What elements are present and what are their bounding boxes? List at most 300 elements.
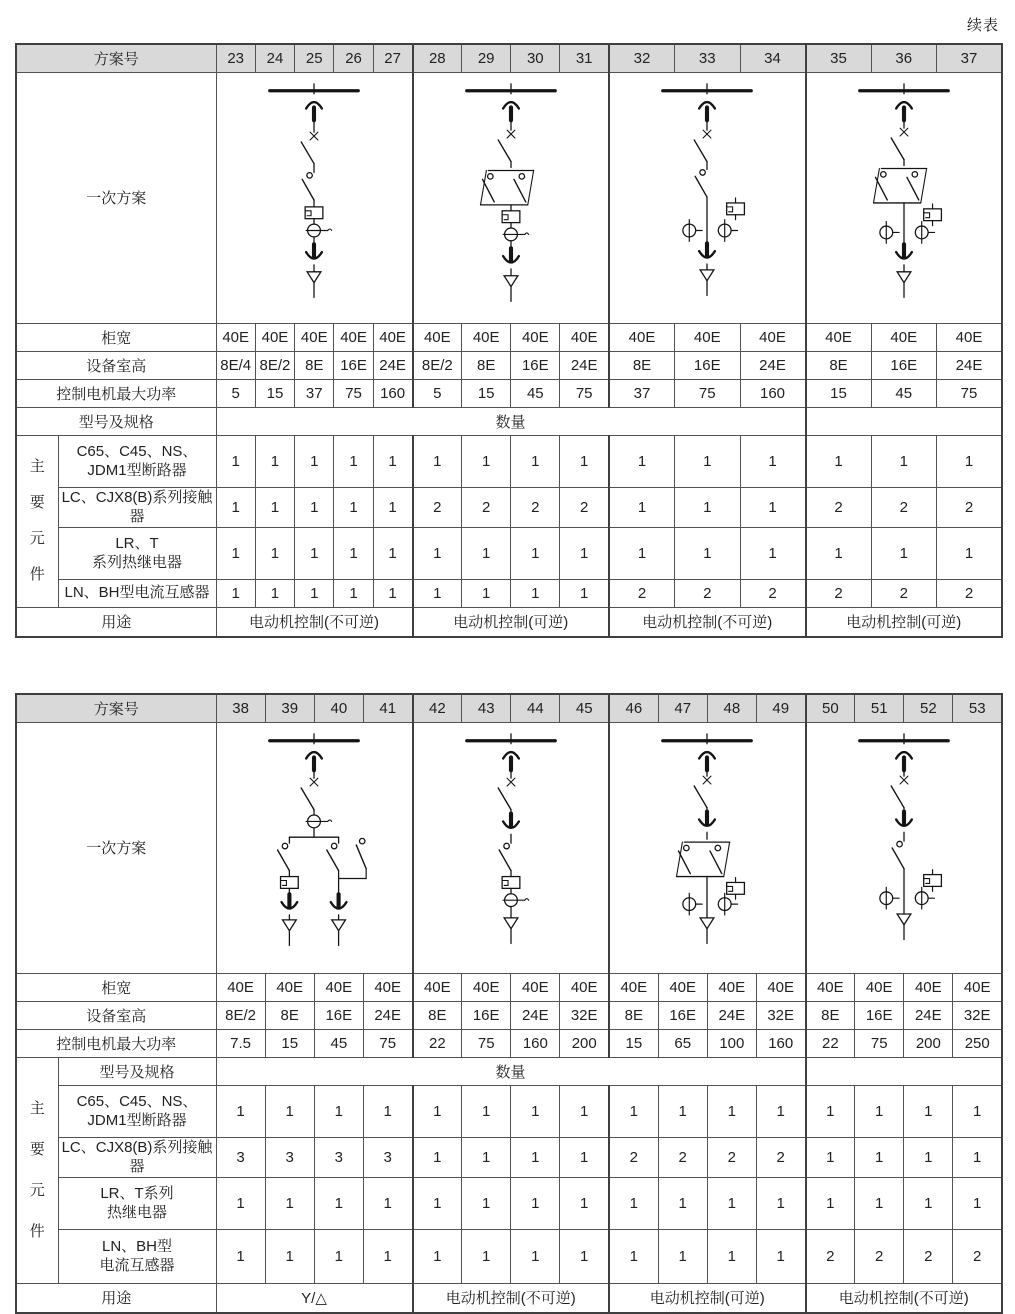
component-qty-cell: 1 — [658, 1229, 707, 1283]
primary-scheme-diagram-cell — [609, 72, 806, 323]
spec-value-cell: 8E — [295, 351, 334, 379]
component-qty-cell: 1 — [413, 527, 462, 579]
spec-value-cell: 40E — [216, 973, 265, 1001]
component-qty-cell: 1 — [560, 1177, 609, 1229]
scheme-number-cell: 42 — [413, 694, 462, 722]
component-qty-cell: 1 — [560, 1085, 609, 1137]
component-qty-cell: 1 — [334, 435, 373, 487]
component-qty-cell: 1 — [413, 435, 462, 487]
spec-value-cell: 40E — [609, 973, 658, 1001]
spec-value-cell: 22 — [806, 1029, 855, 1057]
component-qty-cell: 1 — [462, 1085, 511, 1137]
row-label: 设备室高 — [16, 351, 216, 379]
component-qty-cell: 2 — [707, 1137, 756, 1177]
component-qty-cell: 1 — [609, 435, 675, 487]
spec-value-cell: 40E — [334, 323, 373, 351]
spec-value-cell: 75 — [937, 379, 1003, 407]
component-name: LC、CJX8(B)系列接触器 — [58, 487, 216, 527]
scheme-number-cell: 52 — [904, 694, 953, 722]
component-qty-cell: 1 — [334, 487, 373, 527]
component-qty-cell: 1 — [373, 487, 412, 527]
component-qty-cell: 1 — [255, 527, 294, 579]
spec-value-cell: 40E — [314, 973, 363, 1001]
component-qty-cell: 2 — [904, 1229, 953, 1283]
spec-value-cell: 8E — [609, 351, 675, 379]
component-qty-cell: 1 — [609, 1177, 658, 1229]
component-qty-cell: 3 — [314, 1137, 363, 1177]
component-qty-cell: 1 — [314, 1177, 363, 1229]
spec-value-cell: 160 — [511, 1029, 560, 1057]
spec-value-cell: 37 — [609, 379, 675, 407]
component-qty-cell: 2 — [609, 1137, 658, 1177]
motor-nonrev-1ct-diagram — [239, 75, 389, 323]
spec-value-cell: 16E — [334, 351, 373, 379]
component-qty-cell: 1 — [216, 1229, 265, 1283]
component-qty-cell: 1 — [511, 1085, 560, 1137]
component-qty-cell: 1 — [216, 435, 255, 487]
spec-value-cell: 40E — [707, 973, 756, 1001]
component-qty-cell: 1 — [740, 527, 806, 579]
spec-value-cell: 40E — [560, 323, 609, 351]
component-qty-cell: 1 — [560, 435, 609, 487]
spec-value-cell: 65 — [658, 1029, 707, 1057]
spec-value-cell: 40E — [295, 323, 334, 351]
spec-value-cell: 75 — [363, 1029, 412, 1057]
spec-value-cell: 250 — [953, 1029, 1002, 1057]
spec-value-cell: 40E — [609, 323, 675, 351]
component-qty-cell: 1 — [937, 527, 1003, 579]
scheme-number-cell: 30 — [511, 44, 560, 72]
spec-value-cell: 75 — [675, 379, 741, 407]
component-qty-cell: 1 — [511, 579, 560, 607]
component-qty-cell: 1 — [295, 487, 334, 527]
quantity-empty-cell — [806, 407, 1003, 435]
component-qty-cell: 2 — [806, 487, 872, 527]
spec-value-cell: 40E — [373, 323, 412, 351]
scheme-number-header-label: 方案号 — [16, 694, 216, 722]
component-qty-cell: 1 — [255, 579, 294, 607]
spec-value-cell: 16E — [855, 1001, 904, 1029]
scheme-number-cell: 35 — [806, 44, 872, 72]
component-qty-cell: 1 — [373, 579, 412, 607]
spec-value-cell: 24E — [373, 351, 412, 379]
row-label: 控制电机最大功率 — [16, 379, 216, 407]
component-qty-cell: 1 — [855, 1137, 904, 1177]
spec-value-cell: 16E — [511, 351, 560, 379]
component-qty-cell: 1 — [904, 1137, 953, 1177]
component-qty-cell: 1 — [314, 1085, 363, 1137]
component-qty-cell: 1 — [560, 1229, 609, 1283]
component-qty-cell: 1 — [295, 527, 334, 579]
component-qty-cell: 2 — [413, 487, 462, 527]
scheme-number-cell: 29 — [462, 44, 511, 72]
spec-value-cell: 15 — [255, 379, 294, 407]
spec-value-cell: 15 — [806, 379, 872, 407]
quantity-merged-cell: 数量 — [216, 1057, 806, 1085]
spec-value-cell: 160 — [373, 379, 412, 407]
scheme-number-cell: 33 — [675, 44, 741, 72]
spec-value-cell: 22 — [413, 1029, 462, 1057]
spec-value-cell: 40E — [855, 973, 904, 1001]
primary-scheme-diagram-cell — [216, 722, 413, 973]
spec-value-cell: 8E — [265, 1001, 314, 1029]
spec-value-cell: 40E — [871, 323, 937, 351]
component-qty-cell: 2 — [462, 487, 511, 527]
usage-cell: 电动机控制(不可逆) — [413, 1283, 610, 1313]
component-qty-cell: 1 — [462, 1229, 511, 1283]
component-qty-cell: 1 — [413, 1177, 462, 1229]
scheme-number-cell: 24 — [255, 44, 294, 72]
component-qty-cell: 2 — [806, 1229, 855, 1283]
component-qty-cell: 1 — [255, 435, 294, 487]
spec-value-cell: 40E — [740, 323, 806, 351]
row-label: 控制电机最大功率 — [16, 1029, 216, 1057]
component-qty-cell: 1 — [216, 1085, 265, 1137]
usage-cell: 电动机控制(不可逆) — [609, 607, 806, 637]
component-qty-cell: 1 — [707, 1177, 756, 1229]
component-qty-cell: 3 — [265, 1137, 314, 1177]
primary-scheme-diagram-cell — [413, 722, 610, 973]
component-qty-cell: 1 — [756, 1177, 805, 1229]
spec-value-cell: 8E — [609, 1001, 658, 1029]
component-qty-cell: 1 — [363, 1085, 412, 1137]
spec-value-cell: 75 — [462, 1029, 511, 1057]
scheme-tables-container — [0, 43, 1015, 1314]
component-qty-cell: 1 — [511, 1229, 560, 1283]
motor-rev-2ct-drawout-diagram — [632, 725, 782, 973]
spec-value-cell: 5 — [216, 379, 255, 407]
component-name: C65、C45、NS、 JDM1型断路器 — [58, 1085, 216, 1137]
spec-value-cell: 40E — [904, 973, 953, 1001]
scheme-number-cell: 25 — [295, 44, 334, 72]
component-qty-cell: 1 — [740, 435, 806, 487]
scheme-number-cell: 34 — [740, 44, 806, 72]
spec-and-model-label: 型号及规格 — [58, 1057, 216, 1085]
component-qty-cell: 1 — [265, 1085, 314, 1137]
scheme-number-cell: 41 — [363, 694, 412, 722]
spec-value-cell: 8E/4 — [216, 351, 255, 379]
component-qty-cell: 1 — [511, 435, 560, 487]
scheme-number-cell: 32 — [609, 44, 675, 72]
primary-scheme-diagram-cell — [216, 72, 412, 323]
component-qty-cell: 1 — [413, 1085, 462, 1137]
scheme-number-cell: 36 — [871, 44, 937, 72]
component-qty-cell: 1 — [295, 579, 334, 607]
component-qty-cell: 1 — [413, 579, 462, 607]
component-qty-cell: 1 — [265, 1177, 314, 1229]
component-qty-cell: 1 — [462, 579, 511, 607]
scheme-number-cell: 43 — [462, 694, 511, 722]
motor-nonrev-2ct-diagram — [632, 75, 782, 323]
component-qty-cell: 2 — [937, 487, 1003, 527]
quantity-merged-cell: 数量 — [216, 407, 805, 435]
component-qty-cell: 1 — [560, 1137, 609, 1177]
component-qty-cell: 3 — [216, 1137, 265, 1177]
usage-label: 用途 — [16, 1283, 216, 1313]
component-qty-cell: 1 — [373, 527, 412, 579]
spec-value-cell: 32E — [560, 1001, 609, 1029]
component-qty-cell: 1 — [216, 1177, 265, 1229]
component-qty-cell: 1 — [871, 435, 937, 487]
scheme-number-cell: 23 — [216, 44, 255, 72]
spec-value-cell: 200 — [904, 1029, 953, 1057]
component-qty-cell: 1 — [314, 1229, 363, 1283]
spec-value-cell: 45 — [314, 1029, 363, 1057]
spec-value-cell: 40E — [462, 323, 511, 351]
spec-value-cell: 16E — [314, 1001, 363, 1029]
component-qty-cell: 1 — [756, 1085, 805, 1137]
spec-value-cell: 100 — [707, 1029, 756, 1057]
schemes-38-53-table — [15, 693, 1003, 1314]
spec-value-cell: 75 — [855, 1029, 904, 1057]
spec-value-cell: 24E — [904, 1001, 953, 1029]
spec-value-cell: 24E — [560, 351, 609, 379]
main-components-vertical-label: 主 要 元 件 — [16, 1057, 58, 1283]
component-qty-cell: 1 — [658, 1085, 707, 1137]
component-qty-cell: 3 — [363, 1137, 412, 1177]
spec-value-cell: 75 — [560, 379, 609, 407]
component-qty-cell: 2 — [953, 1229, 1002, 1283]
component-qty-cell: 1 — [740, 487, 806, 527]
spec-value-cell: 40E — [658, 973, 707, 1001]
scheme-number-cell: 31 — [560, 44, 609, 72]
scheme-number-cell: 26 — [334, 44, 373, 72]
component-qty-cell: 1 — [675, 435, 741, 487]
spec-and-model-label: 型号及规格 — [16, 407, 216, 435]
component-qty-cell: 2 — [871, 579, 937, 607]
primary-scheme-diagram-cell — [806, 72, 1003, 323]
spec-value-cell: 40E — [511, 323, 560, 351]
spec-value-cell: 15 — [462, 379, 511, 407]
spec-value-cell: 16E — [462, 1001, 511, 1029]
component-name: C65、C45、NS、 JDM1型断路器 — [58, 435, 216, 487]
component-qty-cell: 1 — [560, 527, 609, 579]
spec-value-cell: 16E — [871, 351, 937, 379]
spec-value-cell: 160 — [756, 1029, 805, 1057]
component-qty-cell: 1 — [216, 579, 255, 607]
motor-rev-1ct-diagram — [436, 75, 586, 323]
spec-value-cell: 24E — [363, 1001, 412, 1029]
spec-value-cell: 45 — [871, 379, 937, 407]
row-label: 柜宽 — [16, 323, 216, 351]
component-name: LC、CJX8(B)系列接触器 — [58, 1137, 216, 1177]
component-qty-cell: 2 — [609, 579, 675, 607]
component-qty-cell: 1 — [904, 1177, 953, 1229]
scheme-number-cell: 40 — [314, 694, 363, 722]
spec-value-cell: 200 — [560, 1029, 609, 1057]
usage-cell: 电动机控制(可逆) — [413, 607, 610, 637]
component-qty-cell: 2 — [855, 1229, 904, 1283]
component-qty-cell: 1 — [413, 1137, 462, 1177]
component-qty-cell: 2 — [806, 579, 872, 607]
component-qty-cell: 1 — [609, 1085, 658, 1137]
scheme-number-cell: 51 — [855, 694, 904, 722]
component-qty-cell: 1 — [707, 1085, 756, 1137]
scheme-number-header-label: 方案号 — [16, 44, 216, 72]
component-qty-cell: 1 — [806, 1177, 855, 1229]
star-delta-diagram — [239, 725, 389, 973]
primary-scheme-diagram-cell — [609, 722, 806, 973]
main-components-vertical-label: 主 要 元 件 — [16, 435, 58, 607]
component-qty-cell: 1 — [871, 527, 937, 579]
spec-value-cell: 40E — [511, 973, 560, 1001]
scheme-number-cell: 53 — [953, 694, 1002, 722]
component-qty-cell: 1 — [756, 1229, 805, 1283]
component-qty-cell: 1 — [560, 579, 609, 607]
component-qty-cell: 1 — [806, 527, 872, 579]
scheme-number-cell: 38 — [216, 694, 265, 722]
component-qty-cell: 1 — [658, 1177, 707, 1229]
spec-value-cell: 40E — [806, 973, 855, 1001]
usage-cell: 电动机控制(可逆) — [609, 1283, 806, 1313]
component-qty-cell: 1 — [609, 487, 675, 527]
component-qty-cell: 2 — [675, 579, 741, 607]
component-qty-cell: 1 — [675, 527, 741, 579]
component-qty-cell: 1 — [609, 1229, 658, 1283]
spec-value-cell: 8E — [806, 351, 872, 379]
spec-value-cell: 40E — [363, 973, 412, 1001]
spec-value-cell: 24E — [511, 1001, 560, 1029]
scheme-number-cell: 44 — [511, 694, 560, 722]
scheme-number-cell: 45 — [560, 694, 609, 722]
component-qty-cell: 1 — [511, 527, 560, 579]
spec-value-cell: 40E — [462, 973, 511, 1001]
scheme-number-cell: 39 — [265, 694, 314, 722]
component-qty-cell: 1 — [334, 579, 373, 607]
component-qty-cell: 1 — [265, 1229, 314, 1283]
component-qty-cell: 1 — [363, 1177, 412, 1229]
component-qty-cell: 1 — [373, 435, 412, 487]
component-qty-cell: 2 — [756, 1137, 805, 1177]
component-qty-cell: 1 — [953, 1137, 1002, 1177]
spec-value-cell: 7.5 — [216, 1029, 265, 1057]
component-qty-cell: 1 — [295, 435, 334, 487]
scheme-number-cell: 28 — [413, 44, 462, 72]
component-qty-cell: 1 — [413, 1229, 462, 1283]
scheme-number-cell: 46 — [609, 694, 658, 722]
spec-value-cell: 75 — [334, 379, 373, 407]
primary-scheme-diagram-cell — [413, 72, 610, 323]
continuation-label: 续表 — [966, 17, 999, 34]
spec-value-cell: 8E/2 — [413, 351, 462, 379]
spec-value-cell: 8E — [462, 351, 511, 379]
scheme-number-cell: 48 — [707, 694, 756, 722]
component-qty-cell: 1 — [675, 487, 741, 527]
component-qty-cell: 1 — [855, 1177, 904, 1229]
component-name: LN、BH型电流互感器 — [58, 579, 216, 607]
motor-nonrev-2ct-drawout-diagram — [829, 725, 979, 973]
spec-value-cell: 40E — [413, 973, 462, 1001]
primary-scheme-label: 一次方案 — [16, 72, 216, 323]
spec-value-cell: 40E — [255, 323, 294, 351]
spec-value-cell: 40E — [413, 323, 462, 351]
component-qty-cell: 1 — [609, 527, 675, 579]
component-qty-cell: 1 — [334, 527, 373, 579]
spec-value-cell: 8E — [413, 1001, 462, 1029]
usage-label: 用途 — [16, 607, 216, 637]
component-qty-cell: 1 — [363, 1229, 412, 1283]
row-label: 柜宽 — [16, 973, 216, 1001]
component-qty-cell: 1 — [511, 1137, 560, 1177]
spec-value-cell: 40E — [953, 973, 1002, 1001]
motor-nonrev-1ct-drawout-diagram — [436, 725, 586, 973]
scheme-number-cell: 49 — [756, 694, 805, 722]
component-qty-cell: 2 — [658, 1137, 707, 1177]
row-label: 设备室高 — [16, 1001, 216, 1029]
spec-value-cell: 40E — [806, 323, 872, 351]
spec-value-cell: 8E/2 — [255, 351, 294, 379]
component-qty-cell: 1 — [462, 527, 511, 579]
usage-cell: 电动机控制(可逆) — [806, 607, 1003, 637]
spec-value-cell: 5 — [413, 379, 462, 407]
usage-cell: 电动机控制(不可逆) — [216, 607, 412, 637]
spec-value-cell: 15 — [609, 1029, 658, 1057]
usage-cell: 电动机控制(不可逆) — [806, 1283, 1003, 1313]
component-qty-cell: 2 — [740, 579, 806, 607]
spec-value-cell: 16E — [675, 351, 741, 379]
component-qty-cell: 1 — [953, 1177, 1002, 1229]
component-qty-cell: 1 — [937, 435, 1003, 487]
quantity-empty-cell — [806, 1057, 1003, 1085]
spec-value-cell: 24E — [707, 1001, 756, 1029]
component-qty-cell: 1 — [806, 1137, 855, 1177]
usage-cell: Y/△ — [216, 1283, 413, 1313]
component-qty-cell: 1 — [255, 487, 294, 527]
schemes-23-37-table — [15, 43, 1003, 638]
component-qty-cell: 2 — [871, 487, 937, 527]
component-qty-cell: 1 — [904, 1085, 953, 1137]
scheme-number-cell: 27 — [373, 44, 412, 72]
spec-value-cell: 40E — [675, 323, 741, 351]
spec-value-cell: 40E — [937, 323, 1003, 351]
spec-value-cell: 40E — [560, 973, 609, 1001]
spec-value-cell: 45 — [511, 379, 560, 407]
spec-value-cell: 40E — [756, 973, 805, 1001]
component-qty-cell: 1 — [511, 1177, 560, 1229]
spec-value-cell: 160 — [740, 379, 806, 407]
component-qty-cell: 2 — [511, 487, 560, 527]
component-name: LR、T系列 热继电器 — [58, 1177, 216, 1229]
scheme-number-cell: 47 — [658, 694, 707, 722]
component-name: LN、BH型 电流互感器 — [58, 1229, 216, 1283]
spec-value-cell: 32E — [756, 1001, 805, 1029]
component-qty-cell: 1 — [855, 1085, 904, 1137]
spec-value-cell: 8E — [806, 1001, 855, 1029]
motor-rev-2ct-diagram — [829, 75, 979, 323]
scheme-number-cell: 37 — [937, 44, 1003, 72]
spec-value-cell: 32E — [953, 1001, 1002, 1029]
component-qty-cell: 2 — [937, 579, 1003, 607]
component-qty-cell: 1 — [216, 527, 255, 579]
component-qty-cell: 1 — [806, 435, 872, 487]
component-qty-cell: 1 — [806, 1085, 855, 1137]
spec-value-cell: 40E — [216, 323, 255, 351]
spec-value-cell: 8E/2 — [216, 1001, 265, 1029]
spec-value-cell: 40E — [265, 973, 314, 1001]
spec-value-cell: 15 — [265, 1029, 314, 1057]
spec-value-cell: 24E — [740, 351, 806, 379]
component-qty-cell: 1 — [953, 1085, 1002, 1137]
spec-value-cell: 16E — [658, 1001, 707, 1029]
component-name: LR、T 系列热继电器 — [58, 527, 216, 579]
primary-scheme-label: 一次方案 — [16, 722, 216, 973]
spec-value-cell: 37 — [295, 379, 334, 407]
component-qty-cell: 1 — [462, 1177, 511, 1229]
spec-value-cell: 24E — [937, 351, 1003, 379]
component-qty-cell: 1 — [707, 1229, 756, 1283]
component-qty-cell: 1 — [216, 487, 255, 527]
component-qty-cell: 1 — [462, 435, 511, 487]
